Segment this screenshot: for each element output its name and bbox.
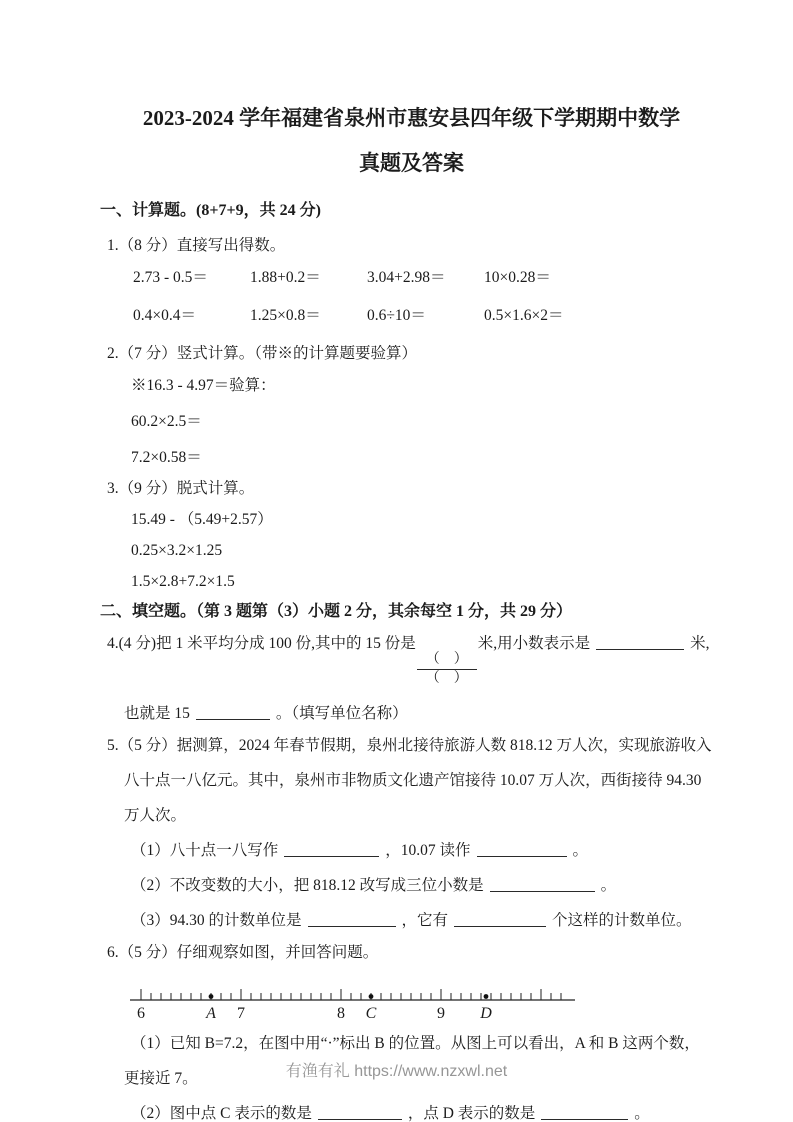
number-line-svg — [130, 972, 575, 1024]
question5-sub1 — [131, 839, 723, 863]
question1-row2 — [133, 304, 723, 328]
document-title — [100, 96, 723, 186]
answer-blank — [541, 1104, 628, 1120]
title-line2: 真题及答案 — [359, 151, 464, 175]
question4-text: 。（填写单位名称） — [275, 705, 408, 723]
fraction-denominator: （ ） — [417, 669, 477, 687]
answer-blank — [454, 911, 546, 927]
expression: 1.88+0.2＝ — [250, 269, 321, 286]
question5-text: ，10.07 读作 — [385, 842, 471, 860]
question4-text: 4.(4 分)把 1 米平均分成 100 份,其中的 15 份是 — [107, 635, 416, 652]
svg-text:6: 6 — [137, 1005, 145, 1023]
svg-text:8: 8 — [337, 1005, 345, 1023]
answer-blank — [477, 841, 567, 857]
expression: 0.4×0.4＝ — [133, 307, 196, 324]
svg-text:A: A — [206, 1005, 216, 1023]
question2-expression: 60.2×2.5＝ — [131, 413, 202, 430]
question1-row1 — [133, 266, 723, 290]
question2-expression: ※16.3 - 4.97＝验算： — [131, 377, 276, 394]
section2-heading: 二、填空题。（第 3 题第（3）小题 2 分，其余每空 1 分，共 29 分） — [100, 603, 573, 620]
question1-prompt: 1.（8 分）直接写出得数。 — [107, 237, 286, 254]
question3-expression: 15.49 - （5.49+2.57） — [131, 511, 273, 528]
title-line1: 2023-2024 学年福建省泉州市惠安县四年级下学期期中数学 — [142, 106, 681, 130]
question5-text: ，它有 — [401, 912, 449, 930]
expression: 1.25×0.8＝ — [250, 307, 321, 324]
question4-text: 米,用小数表示是 — [477, 635, 591, 652]
question4-line1 — [107, 632, 723, 687]
footer-watermark: 有渔有礼 https://www.nzxwl.net — [285, 1063, 508, 1080]
expression: 0.5×1.6×2＝ — [484, 307, 564, 324]
svg-text:7: 7 — [237, 1005, 245, 1023]
answer-blank — [596, 634, 684, 650]
question3-expression: 0.25×3.2×1.25 — [131, 542, 223, 559]
question4-text: 也就是 15 — [124, 705, 190, 723]
question4-text: 米, — [690, 635, 710, 652]
expression: 2.73 - 0.5＝ — [133, 269, 208, 286]
answer-blank — [490, 876, 595, 892]
question5-text: 。 — [572, 842, 589, 860]
question2-prompt: 2.（7 分）竖式计算。（带※的计算题要验算） — [107, 345, 418, 362]
question2-expression: 7.2×0.58＝ — [131, 449, 202, 466]
expression: 3.04+2.98＝ — [367, 269, 446, 286]
question5-intro-line3: 万人次。 — [124, 807, 187, 825]
answer-blank — [318, 1104, 402, 1120]
question5-text: （1）八十点一八写作 — [131, 842, 279, 860]
question5-sub2 — [131, 874, 723, 898]
number-line-figure — [130, 972, 723, 1024]
expression: 0.6÷10＝ — [367, 307, 426, 324]
question6-sub2 — [131, 1102, 723, 1122]
question5-text: 。 — [600, 877, 617, 895]
question5-sub3 — [131, 909, 723, 933]
question5-intro-line1: 5.（5 分）据测算，2024 年春节假期，泉州北接待旅游人数 818.12 万人次，实现旅游收入 — [107, 737, 712, 755]
question6-text: （2）图中点 C 表示的数是 — [131, 1105, 312, 1122]
question5-text: （2）不改变数的大小，把 818.12 改写成三位小数是 — [131, 877, 484, 895]
question6-sub1-line2: 更接近 7。 — [124, 1070, 198, 1088]
expression: 10×0.28＝ — [484, 269, 551, 286]
question5-text: （3）94.30 的计数单位是 — [131, 912, 302, 930]
svg-text:C: C — [365, 1005, 377, 1023]
question3-prompt: 3.（9 分）脱式计算。 — [107, 480, 255, 497]
svg-text:D: D — [480, 1005, 492, 1023]
fraction-numerator: （ ） — [425, 652, 468, 667]
question6-sub1-line1: （1）已知 B=7.2，在图中用“·”标出 B 的位置。从图上可以看出，A 和 B 这两个数， — [131, 1035, 700, 1053]
question6-text: 。 — [634, 1105, 650, 1122]
question4-line2 — [124, 702, 723, 726]
answer-blank — [308, 911, 396, 927]
fraction-blank — [417, 652, 477, 687]
svg-text:9: 9 — [437, 1005, 445, 1023]
question5-intro-line2: 八十点一八亿元。其中，泉州市非物质文化遗产馆接待 10.07 万人次，西街接待 94.30 — [124, 772, 702, 790]
question5-text: 个这样的计数单位。 — [552, 912, 692, 930]
answer-blank — [196, 704, 270, 720]
answer-blank — [284, 841, 379, 857]
question6-text: ，点 D 表示的数是 — [407, 1105, 536, 1122]
section1-heading: 一、计算题。(8+7+9，共 24 分) — [100, 202, 321, 219]
question3-expression: 1.5×2.8+7.2×1.5 — [131, 573, 235, 590]
question6-prompt: 6.（5 分）仔细观察如图，并回答问题。 — [107, 944, 379, 962]
